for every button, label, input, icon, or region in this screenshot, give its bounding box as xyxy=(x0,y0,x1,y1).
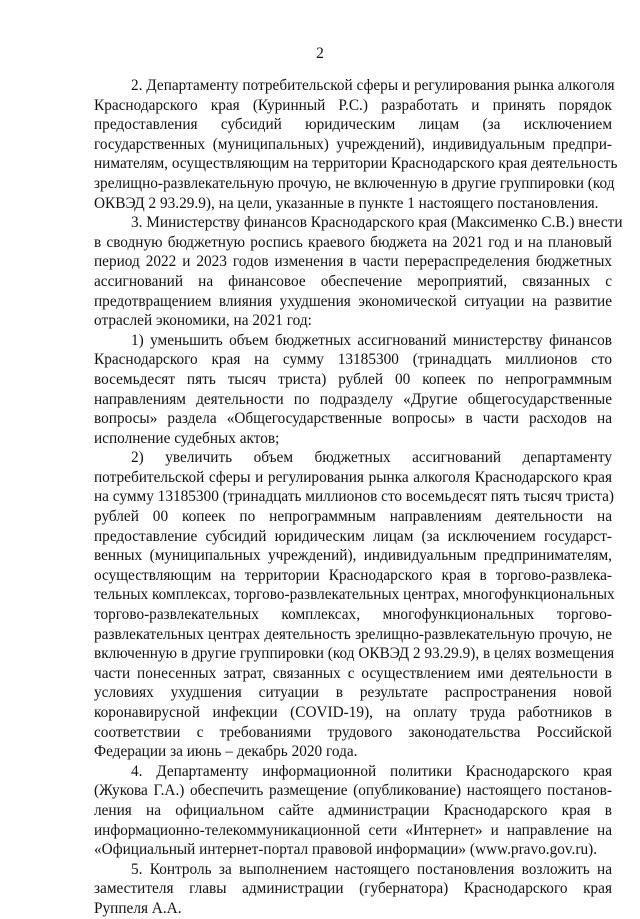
text-line: части понесенных затрат, связанных с осуществлением ими деятельности в xyxy=(94,664,612,682)
text-line: ассигнований на финансовое обеспечение мероприятий, связанных с xyxy=(94,272,612,290)
text-line: коронавирусной инфекции (COVID-19), на оплату труда работников в xyxy=(94,704,612,721)
text-line: 4. Департаменту информационной политики Краснодарского края xyxy=(131,762,612,780)
text-line: развлекательных центрах деятельность зрелищно-развлекательную прочую, не xyxy=(94,625,612,643)
text-line: Федерации за июнь – декабрь 2020 года. xyxy=(94,743,358,761)
text-line: государственных (муниципальных) учреждений), индивидуальным предпри- xyxy=(94,135,612,153)
text-line: 5. Контроль за выполнением настоящего постановления возложить на xyxy=(131,860,612,878)
paragraph-p3 xyxy=(94,213,623,331)
text-line: ОКВЭД 2 93.29.9), на цели, указанные в пункте 1 настоящего постановления. xyxy=(94,194,599,212)
text-line: предотвращением влияния ухудшения экономической ситуации на развитие xyxy=(94,292,612,310)
paragraph-p3-2 xyxy=(94,448,615,762)
page-number: 2 xyxy=(316,45,324,62)
text-line: (Жукова Г.А.) обеспечить размещение (опубликование) настоящего постанов- xyxy=(94,782,612,800)
text-line: тельных комплексах, торгово-развлекательных центрах, многофункциональных xyxy=(94,586,615,604)
text-line: в сводную бюджетную роспись краевого бюджета на 2021 год и на плановый xyxy=(94,233,612,251)
text-line: «Официальный интернет-портал правовой информации» (www.pravo.gov.ru). xyxy=(94,841,598,859)
paragraph-p4 xyxy=(94,762,612,860)
document-body xyxy=(94,76,623,919)
paragraph-p2 xyxy=(94,76,618,213)
text-line: Руппеля А.А. xyxy=(94,899,182,917)
text-line: соответствии с требованиями трудового законодательства Российской xyxy=(94,723,612,741)
text-line: восемьдесят пять тысяч триста) рублей 00 копеек по непрограммным xyxy=(94,370,612,388)
text-line: 3. Министерству финансов Краснодарского края (Максименко С.В.) внести xyxy=(131,214,623,232)
paragraph-p5 xyxy=(94,860,612,919)
text-line: осуществляющим на территории Краснодарского края в торгово-развлека- xyxy=(94,566,612,584)
text-line: Краснодарского края на сумму 13185300 (тринадцать миллионов сто xyxy=(94,351,612,369)
text-line: зрелищно-развлекательную прочую, не включенную в другие группировки (код xyxy=(94,174,615,192)
paragraph-p3-1 xyxy=(94,331,612,449)
text-line: венных (муниципальных учреждений), индивидуальным предпринимателям, xyxy=(94,547,612,565)
text-line: потребительской сферы и регулирования рынка алкоголя Краснодарского края xyxy=(94,468,612,486)
text-line: включенную в другие группировки (код ОКВЭД 2 93.29.9), в целях возмещения xyxy=(94,645,615,663)
text-line: условиях ухудшения ситуации в результате распространения новой xyxy=(94,684,612,702)
text-line: на сумму 13185300 (тринадцать миллионов сто восемьдесят пять тысяч триста) xyxy=(94,488,615,506)
text-line: Краснодарского края (Куринный Р.С.) разработать и принять порядок xyxy=(94,96,612,114)
text-line: 1) уменьшить объем бюджетных ассигнований министерству финансов xyxy=(131,331,612,349)
text-line: направлениям деятельности по подразделу «Другие общегосударственные xyxy=(94,390,612,408)
text-line: информационно-телекоммуникационной сети «Интернет» и направление на xyxy=(94,821,612,839)
text-line: период 2022 и 2023 годов изменения в части перераспределения бюджетных xyxy=(94,253,612,271)
text-line: вопросы» раздела «Общегосударственные вопросы» в части расходов на xyxy=(94,410,612,428)
text-line: 2) увеличить объем бюджетных ассигнований департаменту xyxy=(131,449,612,467)
text-line: торгово-развлекательных комплексах, многофункциональных торгово- xyxy=(94,606,612,624)
text-line: предоставления субсидий юридическим лицам (за исключением xyxy=(94,116,612,134)
text-line: 2. Департаменту потребительской сферы и регулирования рынка алкоголя xyxy=(131,77,615,94)
text-line: рублей 00 копеек по непрограммным направлениям деятельности на xyxy=(94,508,612,526)
text-line: исполнение судебных актов; xyxy=(94,429,280,447)
text-line: предоставление субсидий юридическим лицам (за исключением государст- xyxy=(94,527,612,545)
text-line: нимателям, осуществляющим на территории Краснодарского края деятельность xyxy=(94,155,618,173)
text-line: заместителя главы администрации (губернатора) Краснодарского края xyxy=(94,880,612,898)
text-line: ления на официальном сайте администрации Краснодарского края в xyxy=(94,801,612,819)
text-line: отраслей экономики, на 2021 год: xyxy=(94,312,312,330)
